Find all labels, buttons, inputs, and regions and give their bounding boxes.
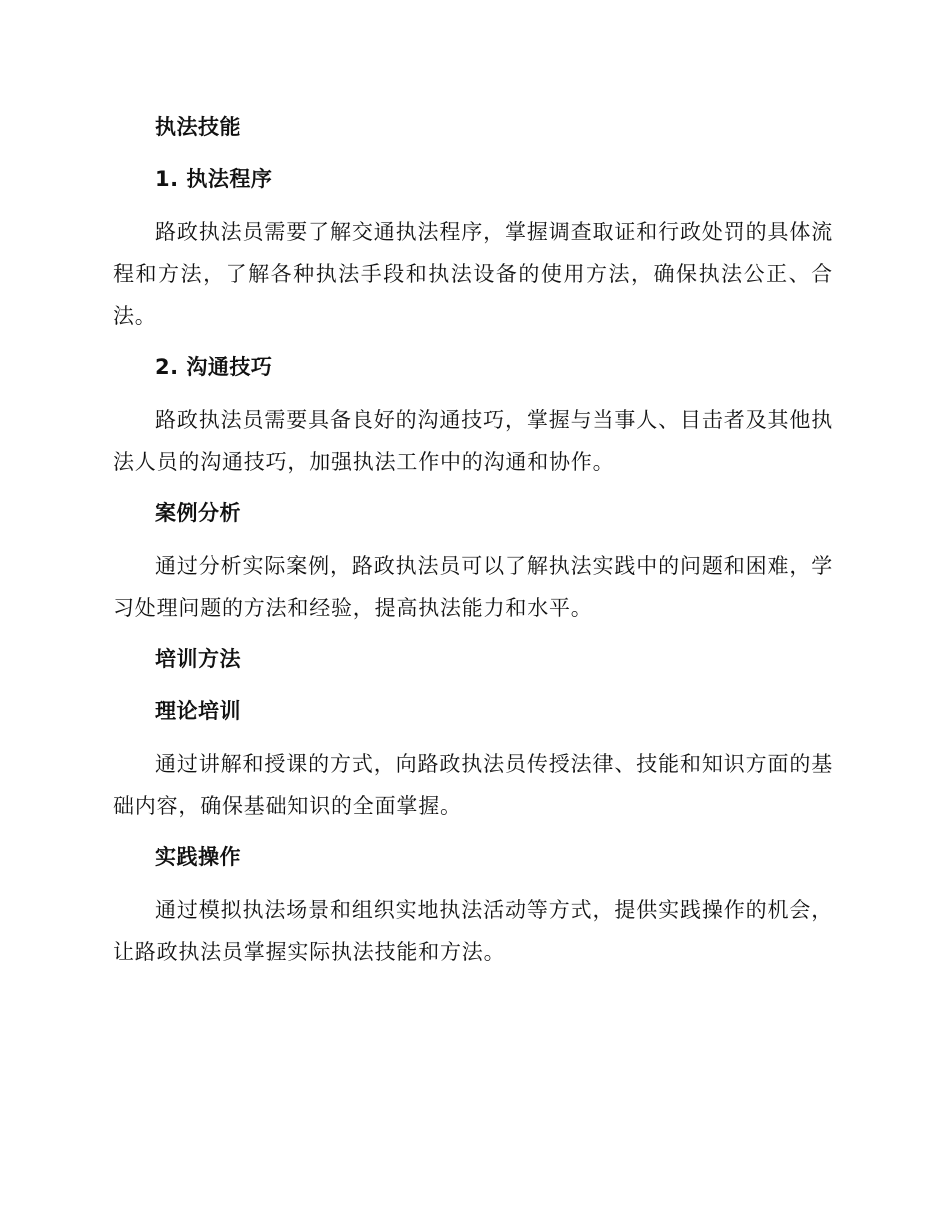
subheading-communication: 2. 沟通技巧	[155, 355, 273, 379]
paragraph-communication: 路政执法员需要具备良好的沟通技巧，掌握与当事人、目击者及其他执法人员的沟通技巧，加强执法工作中的沟通和协作。	[113, 408, 833, 474]
subheading-theory-training: 理论培训	[155, 699, 241, 723]
paragraph-practice: 通过模拟执法场景和组织实地执法活动等方式，提供实践操作的机会，让路政执法员掌握实际执法技能和方法。	[113, 898, 833, 964]
paragraph-case-analysis: 通过分析实际案例，路政执法员可以了解执法实践中的问题和困难，学习处理问题的方法和经验，提高执法能力和水平。	[113, 554, 833, 620]
paragraph-procedure: 路政执法员需要了解交通执法程序，掌握调查取证和行政处罚的具体流程和方法，了解各种执法手段和执法设备的使用方法，确保执法公正、合法。	[113, 220, 833, 328]
subheading-practice: 实践操作	[155, 845, 241, 869]
subheading-procedure: 1. 执法程序	[155, 167, 273, 191]
document-body	[113, 107, 833, 983]
paragraph-theory-training: 通过讲解和授课的方式，向路政执法员传授法律、技能和知识方面的基础内容，确保基础知识的全面掌握。	[113, 752, 833, 818]
section-heading-case-analysis: 案例分析	[155, 501, 241, 525]
section-heading-training-methods: 培训方法	[155, 647, 241, 671]
section-heading-skills: 执法技能	[155, 115, 241, 139]
